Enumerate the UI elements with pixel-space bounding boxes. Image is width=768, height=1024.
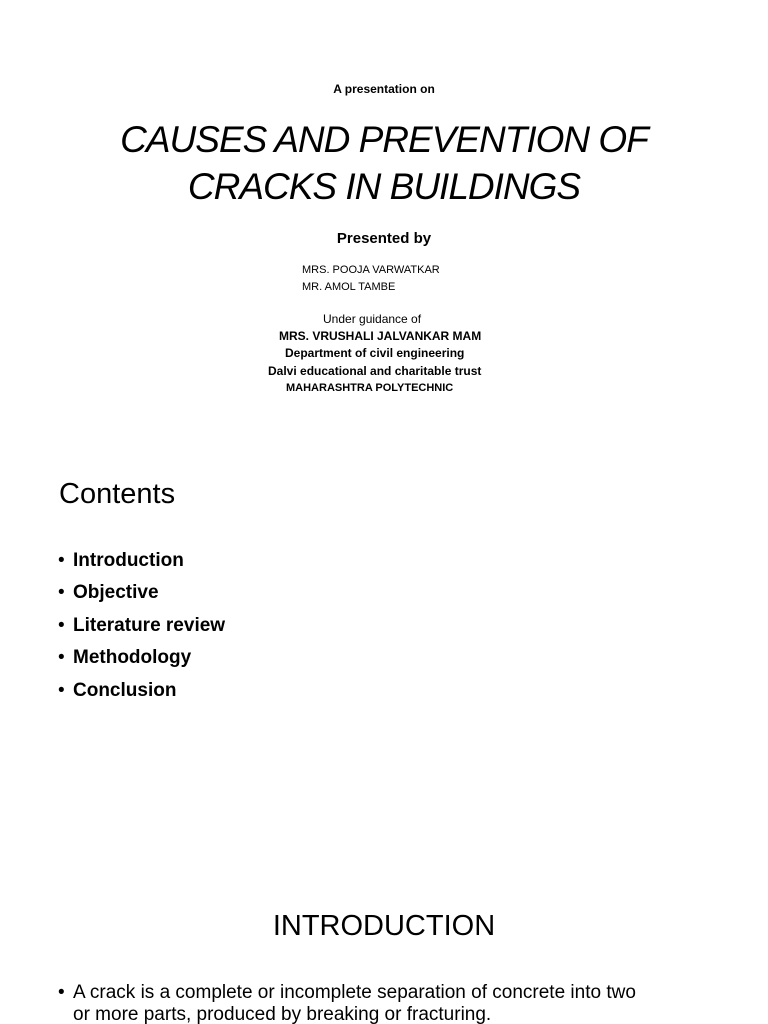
title-line-2: CRACKS IN BUILDINGS (187, 166, 581, 207)
presenter-name: MR. AMOL TAMBE (302, 281, 396, 293)
bullet-icon: • (58, 679, 65, 701)
bullet-icon: • (58, 614, 65, 636)
contents-item-label: Literature review (73, 614, 226, 636)
institution-name: MAHARASHTRA POLYTECHNIC (286, 382, 454, 394)
contents-item-label: Conclusion (73, 679, 177, 701)
presentation-title (0, 116, 768, 210)
title-line-1: CAUSES AND PREVENTION OF (120, 119, 648, 160)
list-item (58, 580, 225, 612)
bullet-icon: • (58, 582, 65, 604)
guide-name: MRS. VRUSHALI JALVANKAR MAM (279, 329, 482, 343)
trust-name: Dalvi educational and charitable trust (268, 364, 482, 378)
list-item (58, 613, 225, 645)
contents-item-label: Methodology (73, 647, 192, 669)
introduction-heading: INTRODUCTION (272, 910, 496, 942)
introduction-bullet (58, 982, 708, 1024)
contents-item-label: Introduction (73, 550, 184, 571)
contents-item-label: Objective (73, 582, 159, 604)
list-item (58, 678, 225, 710)
presented-by-label: Presented by (336, 230, 432, 247)
introduction-text-line-1: A crack is a complete or incomplete separation of concrete into two (73, 982, 636, 1003)
list-item (58, 645, 225, 677)
introduction-text-line-2: or more parts, produced by breaking or fracturing. (73, 1004, 492, 1024)
bullet-icon: • (58, 647, 65, 669)
department-name: Department of civil engineering (285, 346, 465, 360)
title-slide (0, 0, 768, 440)
contents-slide (0, 440, 768, 860)
introduction-slide (0, 860, 768, 1024)
bullet-icon: • (58, 550, 65, 571)
list-item (58, 548, 225, 580)
guidance-label: Under guidance of (323, 312, 422, 326)
contents-list (58, 548, 225, 710)
presenter-name: MRS. POOJA VARWATKAR (302, 264, 440, 276)
pre-title: A presentation on (333, 82, 435, 96)
bullet-icon: • (58, 982, 65, 1003)
contents-heading: Contents (59, 478, 176, 510)
